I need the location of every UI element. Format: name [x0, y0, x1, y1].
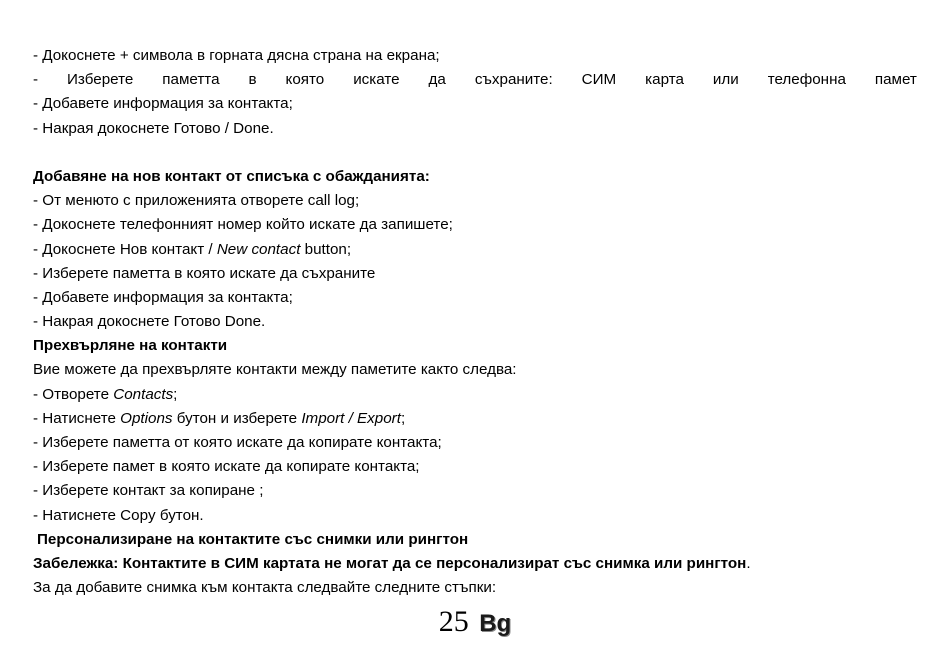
word: искате	[353, 71, 400, 89]
text-line: - Изберете контакт за копиране ;	[33, 482, 264, 500]
text-segment-italic: Options	[120, 409, 173, 427]
text-line: - Докоснете + символа в горната дясна страна на екрана;	[33, 47, 440, 64]
text-line: - Изберете памет в която искате да копирате контакта;	[33, 458, 420, 476]
word: паметта	[162, 71, 220, 89]
word: съхраните:	[474, 71, 553, 89]
page-number: 25	[438, 605, 469, 638]
text-line: - Докоснете телефонният номер който искате да запишете;	[33, 216, 453, 234]
language-label: Bg	[479, 610, 512, 637]
text-line: - Добавете информация за контакта;	[33, 288, 293, 306]
text-segment-italic: New contact	[216, 240, 301, 258]
section-heading: Персонализиране на контактите със снимки или рингтон	[37, 530, 469, 548]
text-segment: - Докоснете Нов контакт /	[33, 240, 217, 258]
word: Изберете	[67, 71, 134, 89]
text-line: - Накрая докоснете Готово Done.	[33, 313, 266, 331]
text-line-justified	[33, 68, 917, 92]
page-footer	[0, 602, 950, 642]
text-segment-italic: Contacts	[113, 385, 174, 403]
text-segment-italic: Import / Export	[301, 409, 401, 427]
note-line	[33, 552, 917, 576]
document-body	[33, 44, 917, 600]
text-segment: ;	[400, 409, 406, 427]
text-segment: бутон и изберете	[172, 409, 302, 427]
text-line	[33, 407, 917, 431]
section-heading: Прехвърляне на контакти	[33, 337, 228, 355]
word: СИМ	[581, 71, 617, 89]
note-bold-text: Забележка: Контактите в СИМ картата не могат да се персонализират със снимка или рингтон	[33, 554, 747, 572]
text-line: Вие можете да прехвърляте контакти между паметите както следва:	[33, 361, 517, 379]
word: телефонна	[767, 71, 846, 89]
word: да	[428, 71, 446, 89]
word: памет	[874, 71, 917, 89]
section-heading: Добавяне на нов контакт от списъка с обажданията:	[33, 167, 430, 185]
word: в	[248, 71, 257, 89]
text-segment: ;	[173, 385, 178, 403]
text-line	[33, 238, 917, 262]
word: карта	[645, 71, 684, 89]
note-end: .	[746, 554, 751, 572]
text-segment: - Отворете	[33, 385, 114, 403]
text-line: - От менюто с приложенията отворете call log;	[33, 192, 360, 210]
text-segment: button;	[300, 240, 352, 258]
text-segment: - Натиснете	[33, 409, 121, 427]
text-line: - Изберете паметта от която искате да копирате контакта;	[33, 434, 442, 451]
word: или	[712, 71, 739, 89]
text-line: - Изберете паметта в която искате да съхраните	[33, 264, 376, 282]
word: -	[33, 71, 39, 89]
text-line: - Накрая докоснете Готово / Done.	[33, 119, 274, 137]
text-line: За да добавите снимка към контакта следвайте следните стъпки:	[33, 579, 497, 597]
word: която	[285, 71, 325, 89]
text-line	[33, 383, 917, 407]
blank-line	[33, 141, 917, 165]
text-line: - Добавете информация за контакта;	[33, 95, 293, 113]
text-line: - Натиснете Copy бутон.	[33, 506, 204, 524]
